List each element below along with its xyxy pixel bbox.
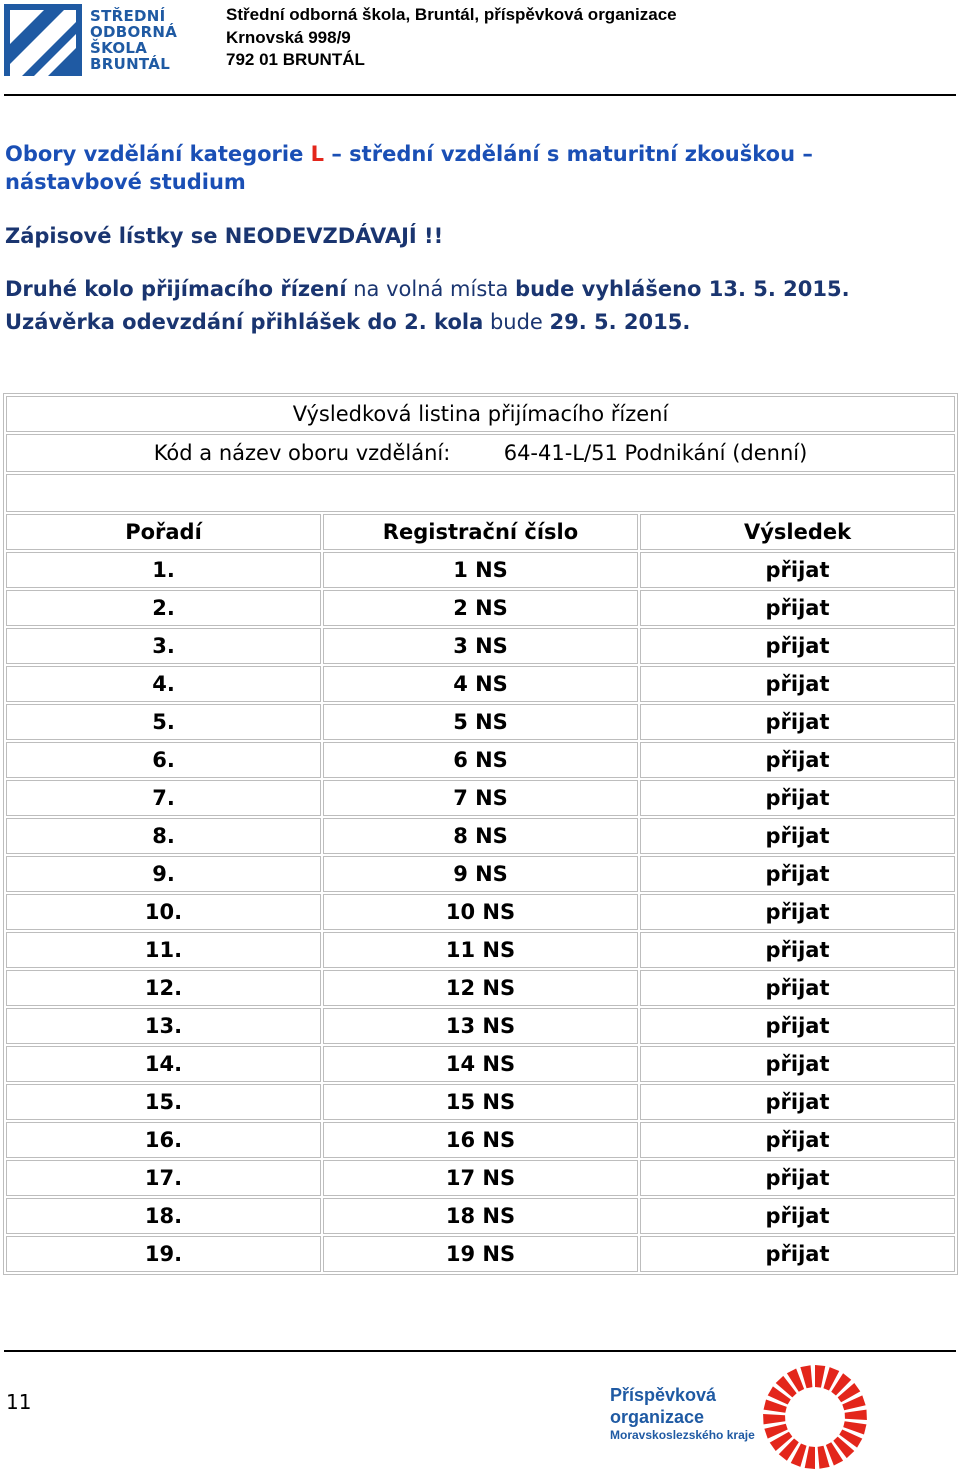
- result-cell: přijat: [640, 818, 955, 854]
- order-cell: 5.: [6, 704, 321, 740]
- table-row: [6, 1236, 955, 1272]
- order-cell: 4.: [6, 666, 321, 702]
- registration-cell: 16 NS: [323, 1122, 638, 1158]
- column-header-result: Výsledek: [640, 514, 955, 550]
- column-header-order: Pořadí: [6, 514, 321, 550]
- order-cell: 2.: [6, 590, 321, 626]
- table-row: [6, 704, 955, 740]
- order-cell: 10.: [6, 894, 321, 930]
- deadline-label: Uzávěrka odevzdání přihlášek do 2. kola: [5, 310, 484, 334]
- registration-cell: 14 NS: [323, 1046, 638, 1082]
- order-cell: 14.: [6, 1046, 321, 1082]
- order-cell: 17.: [6, 1160, 321, 1196]
- results-table: [3, 393, 958, 1275]
- order-cell: 13.: [6, 1008, 321, 1044]
- registration-cell: 8 NS: [323, 818, 638, 854]
- table-title: Výsledková listina přijímacího řízení: [6, 396, 955, 432]
- registration-cell: 7 NS: [323, 780, 638, 816]
- deadline-date: 29. 5. 2015.: [549, 310, 691, 334]
- result-cell: přijat: [640, 856, 955, 892]
- table-row: [6, 742, 955, 778]
- result-cell: přijat: [640, 970, 955, 1006]
- logo-line: ŠKOLA: [90, 39, 148, 57]
- registration-cell: 10 NS: [323, 894, 638, 930]
- result-cell: přijat: [640, 628, 955, 664]
- registration-cell: 4 NS: [323, 666, 638, 702]
- second-round-mid: na volná místa: [346, 277, 516, 301]
- table-row: [6, 1122, 955, 1158]
- logo-segment: [845, 1410, 867, 1420]
- order-cell: 11.: [6, 932, 321, 968]
- result-cell: přijat: [640, 704, 955, 740]
- result-cell: přijat: [640, 1236, 955, 1272]
- logo-segment: [815, 1365, 825, 1388]
- second-round-date: bude vyhlášeno 13. 5. 2015.: [515, 277, 850, 301]
- order-cell: 7.: [6, 780, 321, 816]
- registration-cell: 3 NS: [323, 628, 638, 664]
- registration-cell: 12 NS: [323, 970, 638, 1006]
- registration-cell: 5 NS: [323, 704, 638, 740]
- table-header-row: [6, 514, 955, 550]
- order-cell: 3.: [6, 628, 321, 664]
- logo-segment: [763, 1414, 785, 1424]
- section-title-end: – střední vzdělání s maturitní zkouškou – nástavbové studium: [5, 142, 813, 194]
- registration-cell: 15 NS: [323, 1084, 638, 1120]
- table-row: [6, 628, 955, 664]
- table-row: [6, 856, 955, 892]
- result-cell: přijat: [640, 1084, 955, 1120]
- order-cell: 15.: [6, 1084, 321, 1120]
- table-row: [6, 1084, 955, 1120]
- table-spacer-row: [6, 474, 955, 512]
- registration-cell: 11 NS: [323, 932, 638, 968]
- result-cell: přijat: [640, 742, 955, 778]
- result-cell: přijat: [640, 1198, 955, 1234]
- result-cell: přijat: [640, 1122, 955, 1158]
- result-cell: přijat: [640, 894, 955, 930]
- table-row: [6, 818, 955, 854]
- registration-cell: 13 NS: [323, 1008, 638, 1044]
- result-cell: přijat: [640, 666, 955, 702]
- school-street: Krnovská 998/9: [226, 27, 351, 47]
- table-row: [6, 1160, 955, 1196]
- table-row: [6, 894, 955, 930]
- order-cell: 18.: [6, 1198, 321, 1234]
- table-row: [6, 552, 955, 588]
- school-logo-text: [90, 8, 177, 72]
- school-address: [226, 4, 677, 72]
- registration-cell: 1 NS: [323, 552, 638, 588]
- table-row: [6, 590, 955, 626]
- logo-line: BRUNTÁL: [90, 55, 171, 73]
- table-row: [6, 932, 955, 968]
- field-of-study: [6, 434, 955, 472]
- logo-line: ODBORNÁ: [90, 23, 178, 41]
- result-cell: přijat: [640, 552, 955, 588]
- registration-cell: 19 NS: [323, 1236, 638, 1272]
- footer-divider: [4, 1350, 956, 1352]
- field-code-value: 64-41-L/51 Podnikání (denní): [503, 441, 808, 465]
- header-divider: [4, 94, 956, 96]
- result-cell: přijat: [640, 932, 955, 968]
- notice-text: Zápisové lístky se NEODEVZDÁVAJÍ !!: [5, 224, 444, 248]
- logo-segment: [805, 1446, 815, 1469]
- table-row: [6, 666, 955, 702]
- second-round-line: [5, 275, 850, 303]
- table-row: [6, 1046, 955, 1082]
- registration-cell: 18 NS: [323, 1198, 638, 1234]
- result-cell: přijat: [640, 590, 955, 626]
- section-title: [5, 140, 945, 196]
- page-number: 11: [6, 1390, 32, 1414]
- school-name: Střední odborná škola, Bruntál, příspěvková organizace: [226, 5, 677, 24]
- order-cell: 6.: [6, 742, 321, 778]
- order-cell: 8.: [6, 818, 321, 854]
- result-cell: přijat: [640, 1046, 955, 1082]
- footer-org-line2: Moravskoslezského kraje: [610, 1428, 755, 1442]
- order-cell: 1.: [6, 552, 321, 588]
- category-letter: L: [310, 142, 325, 166]
- order-cell: 9.: [6, 856, 321, 892]
- registration-cell: 17 NS: [323, 1160, 638, 1196]
- registration-cell: 6 NS: [323, 742, 638, 778]
- region-logo-icon: [760, 1362, 870, 1472]
- result-cell: přijat: [640, 1008, 955, 1044]
- order-cell: 16.: [6, 1122, 321, 1158]
- table-row: [6, 970, 955, 1006]
- result-cell: přijat: [640, 1160, 955, 1196]
- result-cell: přijat: [640, 780, 955, 816]
- school-city: 792 01 BRUNTÁL: [226, 50, 365, 69]
- logo-line: STŘEDNÍ: [90, 7, 166, 25]
- registration-cell: 2 NS: [323, 590, 638, 626]
- results-table-wrap: [3, 393, 958, 1275]
- table-row: [6, 1008, 955, 1044]
- deadline-mid: bude: [483, 310, 550, 334]
- second-round-label: Druhé kolo přijímacího řízení: [5, 277, 347, 301]
- table-row: [6, 1198, 955, 1234]
- page-header: [0, 0, 960, 100]
- order-cell: 12.: [6, 970, 321, 1006]
- field-code-label: Kód a název oboru vzdělání:: [153, 441, 451, 465]
- table-body: [6, 552, 955, 1272]
- registration-cell: 9 NS: [323, 856, 638, 892]
- table-row: [6, 780, 955, 816]
- section-title-start: Obory vzdělání kategorie: [5, 142, 311, 166]
- footer-org-line1: Příspěvková organizace: [610, 1385, 717, 1427]
- deadline-line: [5, 308, 690, 336]
- order-cell: 19.: [6, 1236, 321, 1272]
- column-header-registration: Registrační číslo: [323, 514, 638, 550]
